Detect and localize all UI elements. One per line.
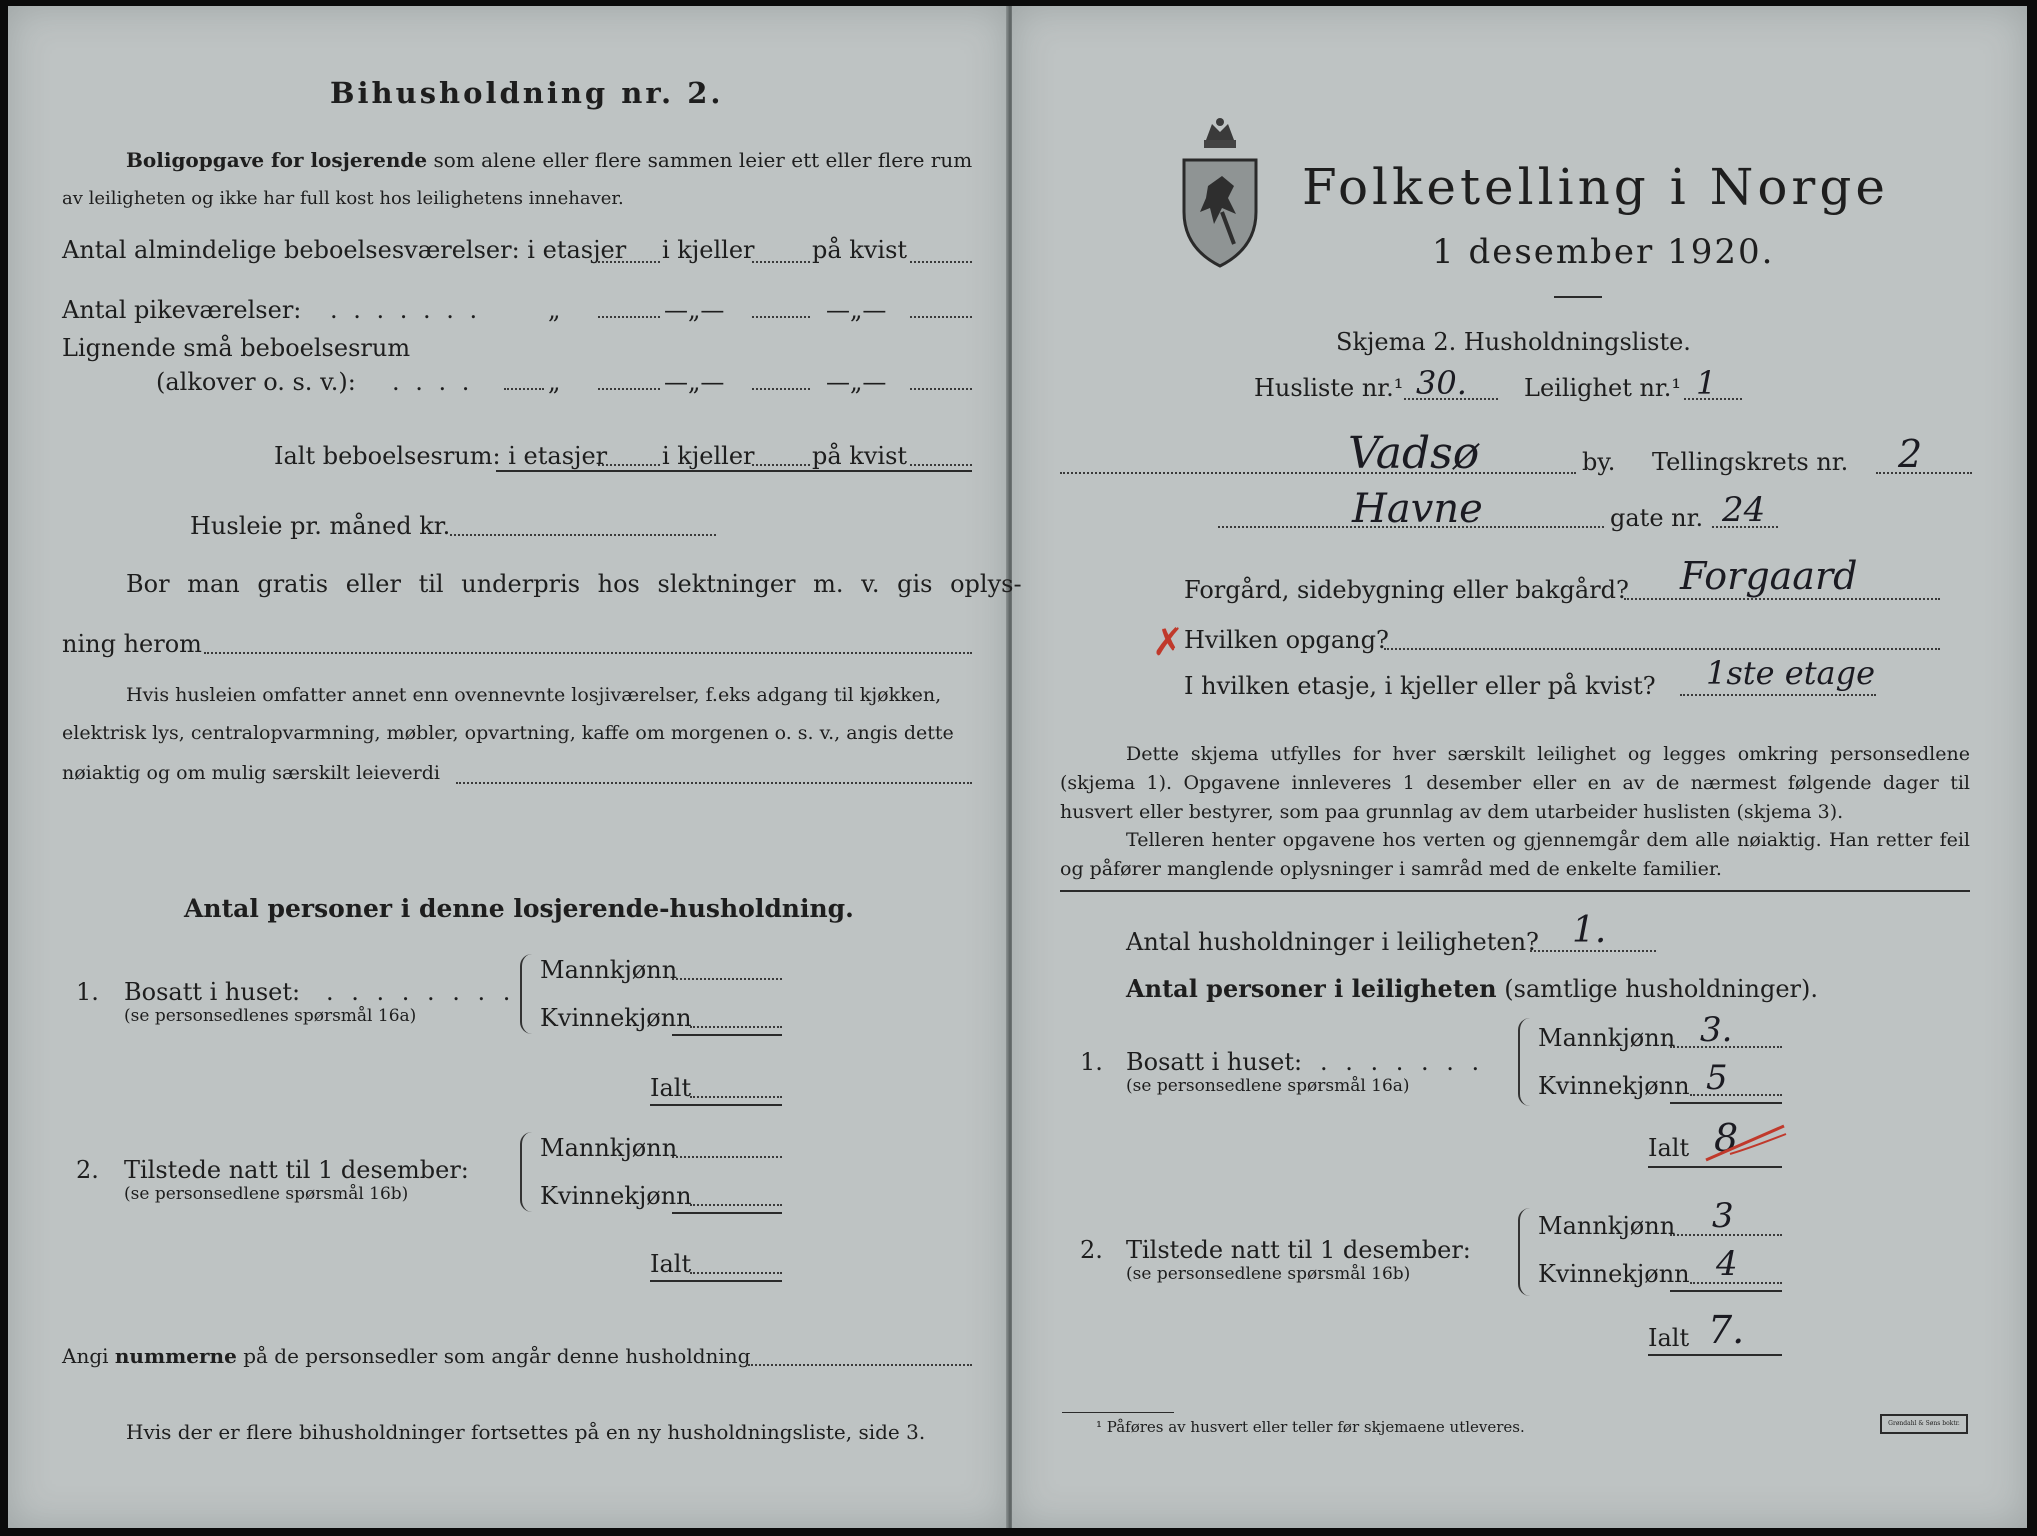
right-q1-num: 1. — [1080, 1048, 1103, 1076]
left-q1-mann-field[interactable] — [672, 978, 782, 980]
forgard-field[interactable] — [1624, 598, 1940, 600]
small-pre-field[interactable] — [504, 388, 544, 390]
left-q1-kvinne-field[interactable] — [690, 1026, 782, 1028]
left-q1-ialt-field[interactable] — [690, 1096, 782, 1098]
left-q2-ialt-field[interactable] — [690, 1272, 782, 1274]
right-q1-mann-field[interactable] — [1670, 1046, 1782, 1048]
right-q1-ialt-underline — [1648, 1166, 1782, 1168]
intro-line-2: av leiligheten og ikke har full kost hos leilighetens innehaver. — [62, 188, 624, 209]
gratis-field[interactable] — [204, 652, 972, 654]
krets-label: Tellingskrets nr. — [1652, 448, 1849, 476]
right-q1-kvinne-field[interactable] — [1690, 1094, 1782, 1096]
small-ditto-1: „ — [548, 368, 561, 396]
note-line-1: Hvis husleien omfatter annet enn ovennevnte losjiværelser, f.eks adgang til kjøkken, — [126, 684, 942, 706]
left-q2-label: Tilstede natt til 1 desember: — [124, 1156, 469, 1184]
left-q2-ref: (se personsedlene spørsmål 16b) — [124, 1184, 409, 1204]
pike-kvist-field[interactable] — [910, 316, 972, 318]
angi-line — [62, 1344, 750, 1368]
right-q1-kvinne-value[interactable]: 5 — [1706, 1058, 1728, 1098]
leilighet-label: Leilighet nr.¹ — [1524, 374, 1682, 402]
small-rooms-dots: . . . . — [392, 368, 474, 396]
left-q2-ialt-label: Ialt — [650, 1250, 692, 1278]
right-title: Folketelling i Norge — [1302, 158, 1889, 216]
ialt-rooms-underline — [496, 470, 972, 472]
left-q2-sum-line — [672, 1212, 782, 1214]
by-label: by. — [1582, 448, 1616, 476]
husliste-label: Husliste nr.¹ — [1254, 374, 1404, 402]
leilighet-field[interactable] — [1684, 398, 1742, 400]
right-date: 1 desember 1920. — [1432, 232, 1775, 272]
rooms-kjeller-label: i kjeller — [662, 236, 755, 264]
gratis-line-2: ning herom — [62, 630, 202, 658]
right-q1-kvinne-label: Kvinnekjønn — [1538, 1072, 1690, 1100]
right-q2-mann-field[interactable] — [1670, 1234, 1782, 1236]
small-rooms-label-1: Lignende små beboelsesrum — [62, 334, 411, 362]
pike-etasjer-field[interactable] — [598, 316, 660, 318]
left-persons-heading: Antal personer i denne losjerende-husholdning. — [184, 894, 854, 923]
right-q1-dots: . . . . . . . — [1320, 1048, 1485, 1076]
left-q2-num: 2. — [76, 1156, 99, 1184]
red-correction-mark-icon — [1700, 1120, 1790, 1170]
etasje-label: I hvilken etasje, i kjeller eller på kvist? — [1184, 672, 1656, 700]
left-q1-num: 1. — [76, 978, 99, 1006]
note-line-3: nøiaktig og om mulig særskilt leieverdi — [62, 762, 440, 784]
rooms-etasjer-field[interactable] — [598, 261, 660, 263]
left-q1-dots: . . . . . . . . — [326, 978, 516, 1006]
instructions-1: Dette skjema utfylles for hver særskilt leilighet og legges omkring personsedlene (skjema 1). Opgavene innleveres 1 desember eller en av de nærmest følgende dager til husvert eller bestyrer, som paa grunnlag av dem utarbeider huslisten (skjema 3). — [1060, 743, 1970, 823]
left-q1-ref: (se personsedlenes spørsmål 16a) — [124, 1006, 417, 1026]
city-value[interactable]: Vadsø — [1348, 428, 1480, 479]
ialt-etasjer-field[interactable] — [598, 464, 660, 466]
right-q2-mann-label: Mannkjønn — [1538, 1212, 1676, 1240]
gate-label: gate nr. — [1610, 504, 1704, 532]
left-q2-mann-label: Mannkjønn — [540, 1134, 678, 1162]
footnote-rule — [1062, 1412, 1174, 1413]
krets-value[interactable]: 2 — [1898, 432, 1923, 476]
title-divider — [1554, 296, 1602, 298]
angi-bold: nummerne — [114, 1344, 237, 1368]
forgard-label: Forgård, sidebygning eller bakgård? — [1184, 576, 1629, 604]
small-kvist-field[interactable] — [910, 388, 972, 390]
right-q2-brace — [1518, 1208, 1530, 1296]
right-q2-num: 2. — [1080, 1236, 1103, 1264]
left-q1-kvinne-label: Kvinnekjønn — [540, 1004, 692, 1032]
instructions-2: Telleren henter opgavene hos verten og gjennemgår dem alle nøiaktig. Han retter feil og påfører manglende oplysninger i samråd med de enkelte familier. — [1060, 829, 1970, 880]
left-q2-mann-field[interactable] — [672, 1156, 782, 1158]
right-q2-ialt-value[interactable]: 7. — [1708, 1308, 1745, 1352]
intro-line-1 — [126, 148, 972, 172]
rooms-kjeller-field[interactable] — [752, 261, 810, 263]
ialt-kvist-label: på kvist — [812, 442, 908, 470]
rooms-kvist-label: på kvist — [812, 236, 908, 264]
left-q1-ialt-label: Ialt — [650, 1074, 692, 1102]
right-q1-sum-line — [1670, 1102, 1782, 1104]
ialt-kjeller-label: i kjeller — [662, 442, 755, 470]
intro-rest: som alene eller flere sammen leier ett eller flere rum — [433, 148, 973, 172]
rooms-kvist-field[interactable] — [910, 261, 972, 263]
gratis-line-1: Bor man gratis eller til underpris hos slektninger m. v. gis oplys- — [126, 570, 1022, 598]
ialt-rooms-label: Ialt beboelsesrum: i etasjer — [274, 442, 608, 470]
left-q1-ialt-underline — [650, 1104, 782, 1106]
right-q1-label: Bosatt i huset: — [1126, 1048, 1303, 1076]
gate-field[interactable] — [1712, 526, 1778, 528]
right-q2-mann-value[interactable]: 3 — [1712, 1196, 1734, 1236]
pike-ditto-3: —„— — [826, 296, 887, 324]
instructions-divider — [1060, 890, 1970, 892]
right-persons-bold: Antal personer i leiligheten — [1126, 974, 1497, 1003]
intro-bold: Boligopgave for losjerende — [126, 148, 428, 172]
right-q1-mann-label: Mannkjønn — [1538, 1024, 1676, 1052]
footnote: ¹ Påføres av husvert eller teller før skjemaene utleveres. — [1096, 1418, 1525, 1436]
red-check-icon: ✗ — [1152, 620, 1184, 664]
leilighet-value[interactable]: 1 — [1696, 364, 1717, 402]
schema-label: Skjema 2. Husholdningsliste. — [1336, 328, 1691, 356]
etasje-field[interactable] — [1680, 694, 1876, 696]
small-kjeller-field[interactable] — [752, 388, 810, 390]
left-q1-sum-line — [672, 1034, 782, 1036]
hush-label: Antal husholdninger i leiligheten? — [1126, 928, 1539, 956]
left-q2-brace — [520, 1132, 532, 1212]
left-q2-kvinne-field[interactable] — [690, 1204, 782, 1206]
right-q2-sum-line — [1670, 1290, 1782, 1292]
pike-dots: . . . . . . . — [330, 296, 482, 324]
left-footer: Hvis der er flere bihusholdninger fortsettes på en ny husholdningsliste, side 3. — [126, 1420, 926, 1444]
rooms-label: Antal almindelige beboelsesværelser: i etasjer — [62, 236, 627, 264]
left-q2-kvinne-label: Kvinnekjønn — [540, 1182, 692, 1210]
right-q2-ialt-label: Ialt — [1648, 1324, 1690, 1352]
ialt-kjeller-field[interactable] — [752, 464, 810, 466]
right-q2-ialt-underline — [1648, 1354, 1782, 1356]
rent-label: Husleie pr. måned kr. — [190, 512, 451, 540]
right-q2-kvinne-field[interactable] — [1690, 1282, 1782, 1284]
note-field[interactable] — [456, 782, 972, 784]
right-q1-ialt-value[interactable]: 8 — [1714, 1116, 1739, 1160]
street-field[interactable] — [1218, 526, 1604, 528]
hush-value[interactable]: 1. — [1572, 910, 1607, 951]
pike-ditto-1: „ — [548, 296, 561, 324]
city-field[interactable] — [1060, 472, 1576, 474]
angi-prefix: Angi — [62, 1344, 109, 1368]
right-q2-kvinne-value[interactable]: 4 — [1716, 1244, 1738, 1284]
right-q2-kvinne-label: Kvinnekjønn — [1538, 1260, 1690, 1288]
gate-value[interactable]: 24 — [1722, 490, 1766, 530]
note-line-2: elektrisk lys, centralopvarmning, møbler, opvartning, kaffe om morgenen o. s. v., angis dette — [62, 722, 954, 744]
pike-ditto-2: —„— — [664, 296, 725, 324]
right-persons-rest: (samtlige husholdninger). — [1504, 975, 1819, 1003]
left-q1-label: Bosatt i huset: — [124, 978, 301, 1006]
coat-of-arms-icon — [1178, 116, 1262, 272]
hush-field[interactable] — [1530, 950, 1656, 952]
husliste-value[interactable]: 30. — [1416, 364, 1467, 402]
small-rooms-label-2: (alkover o. s. v.): — [156, 368, 356, 396]
rent-field[interactable] — [450, 534, 716, 536]
ialt-kvist-field[interactable] — [910, 464, 972, 466]
left-q1-mann-label: Mannkjønn — [540, 956, 678, 984]
opgang-field[interactable] — [1384, 648, 1940, 650]
krets-field[interactable] — [1876, 472, 1972, 474]
right-q1-mann-value[interactable]: 3. — [1700, 1010, 1733, 1050]
angi-field[interactable] — [748, 1364, 972, 1366]
opgang-label: Hvilken opgang? — [1184, 626, 1389, 654]
right-q1-ref: (se personsedlene spørsmål 16a) — [1126, 1076, 1410, 1096]
angi-rest: på de personsedler som angår denne husholdning — [243, 1344, 751, 1368]
left-title: Bihusholdning nr. 2. — [330, 76, 724, 110]
small-etasjer-field[interactable] — [598, 388, 660, 390]
right-q1-ialt-label: Ialt — [1648, 1134, 1690, 1162]
pike-label: Antal pikeværelser: — [62, 296, 302, 324]
etasje-value[interactable]: 1ste etage — [1706, 654, 1876, 692]
right-persons-line — [1126, 974, 1818, 1003]
printer-stamp: Grøndahl & Søns boktr. — [1880, 1414, 1968, 1434]
right-q2-label: Tilstede natt til 1 desember: — [1126, 1236, 1471, 1264]
husliste-field[interactable] — [1404, 398, 1498, 400]
small-ditto-2: —„— — [664, 368, 725, 396]
street-value[interactable]: Havne — [1352, 486, 1483, 532]
pike-kjeller-field[interactable] — [752, 316, 810, 318]
left-q2-ialt-underline — [650, 1280, 782, 1282]
left-q1-brace — [520, 954, 532, 1034]
right-q1-brace — [1518, 1018, 1530, 1106]
small-ditto-3: —„— — [826, 368, 887, 396]
forgard-value[interactable]: Forgaard — [1680, 554, 1858, 598]
right-q2-ref: (se personsedlene spørsmål 16b) — [1126, 1264, 1411, 1284]
